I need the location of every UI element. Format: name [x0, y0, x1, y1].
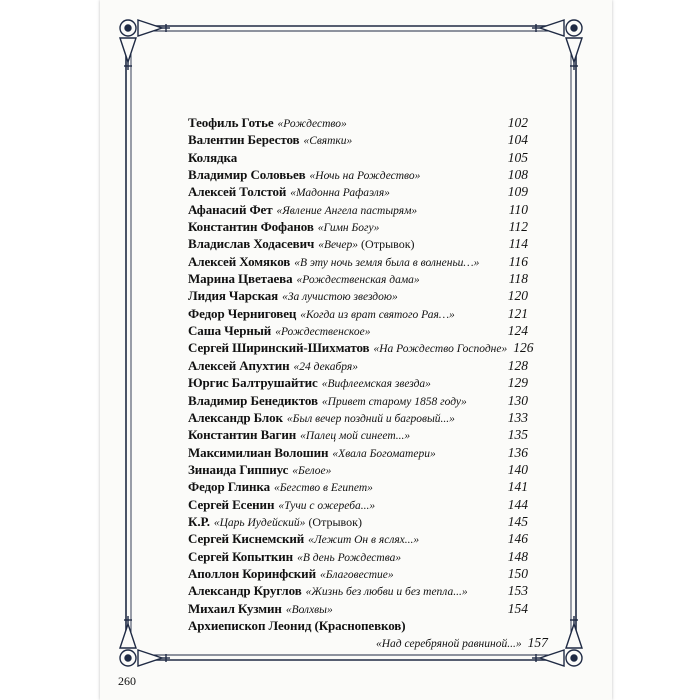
- toc-entry: [188, 583, 528, 600]
- toc-title: «Бегство в Египет»: [274, 482, 373, 495]
- toc-entry: [188, 288, 528, 305]
- toc-title: «Волхвы»: [285, 603, 333, 616]
- toc-note: (Отрывок): [361, 237, 415, 252]
- toc-author: Валентин Берестов: [188, 132, 300, 148]
- toc-author: Максимилиан Волошин: [188, 444, 329, 460]
- toc-entry: [188, 358, 528, 375]
- toc-entry: [188, 150, 528, 167]
- toc-author: Архиепископ Леонид (Краснопевков): [188, 617, 406, 633]
- toc-title: «Святки»: [303, 135, 353, 148]
- toc-page-number: 120: [507, 288, 528, 304]
- toc-author: Марина Цветаева: [188, 271, 293, 287]
- toc-entry: [188, 618, 528, 635]
- toc-entry: [188, 132, 528, 149]
- toc-page-number: 105: [507, 149, 528, 165]
- toc-page-number: 104: [507, 132, 528, 148]
- toc-page-number: 114: [508, 236, 528, 252]
- table-of-contents: [188, 115, 548, 653]
- toc-author: Сергей Есенин: [188, 496, 275, 512]
- toc-entry: [188, 514, 528, 531]
- toc-entry: [188, 306, 528, 323]
- toc-title: «В эту ночь земля была в волненьи…»: [294, 256, 480, 269]
- toc-page-number: 140: [507, 461, 528, 477]
- toc-page-number: 128: [507, 357, 528, 373]
- toc-title: «Мадонна Рафаэля»: [290, 187, 390, 200]
- toc-title: «Рождество»: [277, 118, 347, 130]
- toc-page-number: 126: [513, 340, 534, 356]
- toc-author: Алексей Апухтин: [188, 357, 290, 373]
- toc-title: «Явление Ангела пастырям»: [276, 204, 418, 217]
- toc-page-number: 129: [507, 375, 528, 391]
- toc-title: «Царь Иудейский»: [213, 516, 306, 529]
- toc-page-number: 141: [507, 479, 528, 495]
- toc-author: К.Р.: [188, 513, 210, 529]
- toc-note: (Отрывок): [308, 514, 362, 529]
- toc-page-number: 146: [507, 531, 528, 547]
- toc-author: Михаил Кузмин: [188, 600, 282, 616]
- toc-page-number: 153: [507, 583, 528, 599]
- toc-author: Константин Фофанов: [188, 219, 314, 235]
- toc-title: «За лучистою звездою»: [282, 291, 398, 304]
- toc-entry: [188, 340, 534, 357]
- toc-page-number: 135: [507, 427, 528, 443]
- toc-page-number: 157: [527, 635, 548, 651]
- toc-entry: [188, 393, 528, 410]
- toc-author: Юргис Балтрушайтис: [188, 375, 318, 391]
- toc-author: Зинаида Гиппиус: [188, 461, 289, 477]
- page-number: 260: [118, 674, 136, 688]
- toc-entry: [188, 323, 528, 340]
- toc-title: «24 декабря»: [293, 360, 358, 373]
- toc-author: Лидия Чарская: [188, 288, 279, 304]
- toc-page-number: 124: [507, 323, 528, 339]
- toc-author: Саша Черный: [188, 323, 272, 339]
- toc-author: Алексей Толстой: [188, 184, 287, 200]
- toc-page-number: 144: [507, 496, 528, 512]
- toc-entry: [188, 271, 528, 288]
- toc-title: «Вифлеемская звезда»: [321, 378, 431, 391]
- toc-entry: [188, 202, 528, 219]
- toc-title: «Вечер»: [318, 239, 359, 252]
- toc-page-number: 109: [507, 184, 528, 200]
- toc-author: Владимир Бенедиктов: [188, 392, 318, 408]
- toc-title: «Над серебряной равниной...»: [376, 638, 522, 651]
- toc-author: Алексей Хомяков: [188, 253, 291, 269]
- toc-title: «Жизнь без любви и без тепла...»: [305, 586, 468, 599]
- toc-page-number: 154: [507, 600, 528, 616]
- toc-entry: [188, 635, 548, 652]
- toc-title: «Хвала Богоматери»: [332, 447, 436, 460]
- toc-author: Теофиль Готье: [188, 115, 274, 130]
- toc-title: «Тучи с ожереба...»: [278, 499, 376, 512]
- toc-entry: [188, 236, 528, 253]
- toc-page-number: 108: [507, 167, 528, 183]
- toc-author: Федор Глинка: [188, 479, 270, 495]
- toc-title: «Лежит Он в яслях...»: [308, 534, 420, 547]
- toc-entry: [188, 427, 528, 444]
- toc-author: Сергей Киснемский: [188, 531, 305, 547]
- toc-entry: [188, 497, 528, 514]
- toc-entry: [188, 254, 528, 271]
- toc-title: «На Рождество Господне»: [373, 343, 508, 356]
- toc-page-number: 112: [508, 219, 528, 235]
- toc-entry: [188, 566, 528, 583]
- toc-author: Федор Черниговец: [188, 305, 297, 321]
- toc-page-number: 102: [507, 115, 528, 130]
- toc-author: Сергей Ширинский-Шихматов: [188, 340, 370, 356]
- toc-author: Владислав Ходасевич: [188, 236, 315, 252]
- toc-title: «Гимн Богу»: [317, 222, 380, 235]
- toc-page-number: 145: [507, 513, 528, 529]
- toc-page-number: 118: [508, 271, 528, 287]
- toc-page-number: 136: [507, 444, 528, 460]
- toc-entry: [188, 410, 528, 427]
- toc-title: «Когда из врат святого Рая…»: [300, 308, 455, 321]
- toc-page-number: 116: [508, 253, 528, 269]
- toc-title: «Рождественское»: [275, 326, 371, 339]
- toc-author: Александр Круглов: [188, 583, 302, 599]
- toc-page-number: 110: [508, 201, 528, 217]
- toc-title: «Белое»: [292, 464, 332, 477]
- toc-author: Сергей Копыткин: [188, 548, 294, 564]
- toc-author: Александр Блок: [188, 409, 283, 425]
- toc-author: Афанасий Фет: [188, 201, 273, 217]
- toc-title: «Рождественская дама»: [296, 274, 420, 287]
- toc-page-number: 130: [507, 392, 528, 408]
- toc-entry: [188, 445, 528, 462]
- toc-entry: [188, 479, 528, 496]
- toc-page-number: 150: [507, 565, 528, 581]
- toc-page-number: 133: [507, 409, 528, 425]
- toc-entry: [188, 115, 528, 132]
- toc-entry: [188, 531, 528, 548]
- toc-title: «Благовестие»: [319, 568, 394, 581]
- toc-title: «В день Рождества»: [297, 551, 402, 564]
- toc-entry: [188, 184, 528, 201]
- toc-entry: [188, 167, 528, 184]
- toc-author: Константин Вагин: [188, 427, 297, 443]
- toc-title: «Палец мой синеет...»: [300, 430, 411, 443]
- toc-entry: [188, 601, 528, 618]
- toc-author: Аполлон Коринфский: [188, 565, 316, 581]
- toc-entry: [188, 462, 528, 479]
- toc-entry: [188, 219, 528, 236]
- toc-title: «Ночь на Рождество»: [309, 170, 421, 183]
- toc-author: Владимир Соловьев: [188, 167, 306, 183]
- toc-title: «Привет старому 1858 году»: [321, 395, 467, 408]
- toc-title: «Был вечер поздний и багровый...»: [286, 412, 455, 425]
- toc-entry: [188, 375, 528, 392]
- toc-page-number: 148: [507, 548, 528, 564]
- toc-entry: [188, 549, 528, 566]
- toc-page-number: 121: [507, 305, 528, 321]
- toc-author: Колядка: [188, 149, 238, 165]
